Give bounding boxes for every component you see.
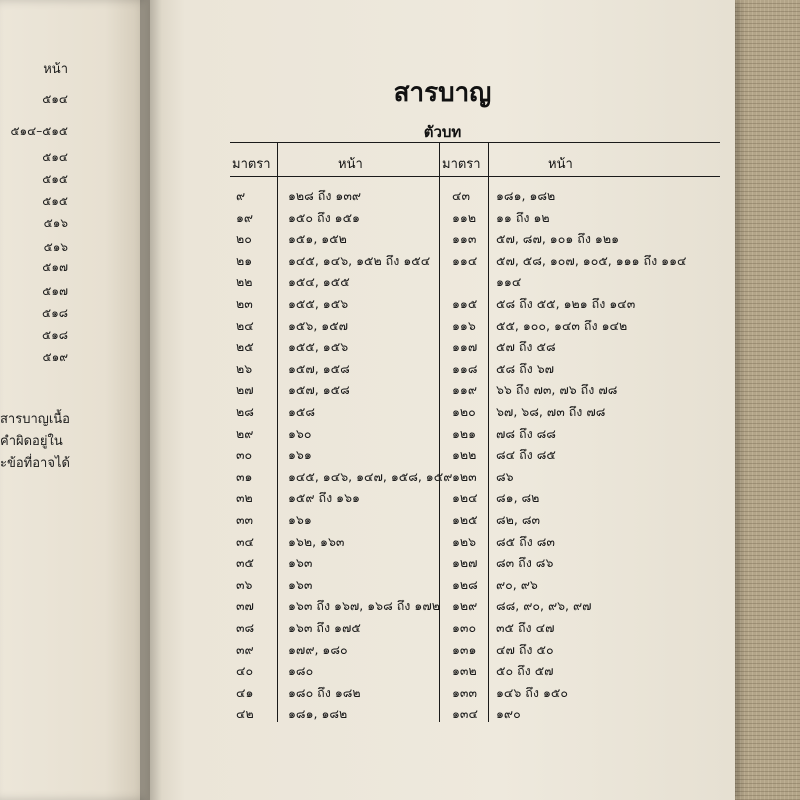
article-number-left: ๒๙ — [236, 426, 254, 441]
page-reference-left: ๑๕๑, ๑๕๒ — [288, 231, 347, 246]
page-reference-right: ๖๖ ถึง ๗๓, ๗๖ ถึง ๗๘ — [496, 382, 618, 397]
article-number-left: ๒๒ — [236, 274, 253, 289]
left-page-number: ๕๑๘ — [42, 306, 68, 320]
page-reference-left: ๑๕๔, ๑๕๕ — [288, 274, 350, 289]
article-number-right: ๑๑๙ — [452, 382, 478, 397]
page-reference-right: ๙๐, ๙๖ — [496, 577, 538, 592]
page-reference-left: ๑๖๓ — [288, 577, 313, 592]
left-page-number: ๕๑๔ — [42, 150, 68, 164]
page-reference-right: ๑๑ ถึง ๑๒ — [496, 210, 550, 225]
article-number-left: ๒๑ — [236, 253, 253, 268]
article-number-right: ๑๑๘ — [452, 361, 478, 376]
page-reference-left: ๑๘๑, ๑๘๒ — [288, 706, 348, 721]
page-reference-left: ๑๕๘ — [288, 404, 316, 419]
header-page-left: หน้า — [338, 157, 363, 172]
article-number-right: ๔๓ — [452, 188, 471, 203]
article-number-left: ๓๗ — [236, 598, 254, 613]
article-number-right: ๑๓๐ — [452, 620, 477, 635]
article-number-left: ๒๐ — [236, 231, 252, 246]
left-page-text-line: คำผิดอยู่ใน — [0, 434, 63, 449]
article-number-right: ๑๓๒ — [452, 663, 477, 678]
column-divider — [488, 142, 489, 722]
article-number-right: ๑๑๔ — [452, 253, 478, 268]
left-page-text-line: สารบาญเนื้อ — [0, 412, 70, 427]
page-reference-left: ๑๖๑ — [288, 512, 312, 527]
article-number-right: ๑๒๔ — [452, 490, 478, 505]
page-reference-right: ๘๑, ๘๒ — [496, 490, 540, 505]
page-reference-right: ๕๗ ถึง ๕๘ — [496, 339, 556, 354]
page-reference-left: ๑๕๖, ๑๕๗ — [288, 318, 349, 333]
page-reference-left: ๑๒๘ ถึง ๑๓๙ — [288, 188, 362, 203]
article-number-right: ๑๒๗ — [452, 555, 478, 570]
page-reference-left: ๑๖๓ ถึง ๑๖๗, ๑๖๘ ถึง ๑๗๒ — [288, 598, 440, 613]
left-page-number: ๕๑๘ — [42, 328, 68, 342]
article-number-left: ๒๘ — [236, 404, 254, 419]
page-reference-right: ๘๔ ถึง ๘๕ — [496, 447, 556, 462]
article-number-left: ๓๕ — [236, 555, 255, 570]
left-page — [0, 0, 150, 800]
article-number-right: ๑๒๘ — [452, 577, 478, 592]
article-number-left: ๓๓ — [236, 512, 254, 527]
article-number-left: ๓๖ — [236, 577, 253, 592]
page-reference-left: ๑๕๙ ถึง ๑๖๑ — [288, 490, 360, 505]
left-page-number: ๕๑๔ — [42, 92, 68, 106]
page-reference-left: ๑๘๐ — [288, 663, 314, 678]
article-number-left: ๔๐ — [236, 663, 254, 678]
page-reference-right: ๗๘ ถึง ๘๘ — [496, 426, 556, 441]
article-number-left: ๓๑ — [236, 469, 253, 484]
page-reference-right: ๘๕ ถึง ๘๓ — [496, 534, 555, 549]
article-number-right: ๑๑๒ — [452, 210, 477, 225]
article-number-right: ๑๒๐ — [452, 404, 476, 419]
article-number-right: ๑๓๑ — [452, 642, 477, 657]
article-number-right: ๑๒๓ — [452, 469, 477, 484]
page-reference-left: ๑๗๙, ๑๘๐ — [288, 642, 348, 657]
article-number-left: ๓๘ — [236, 620, 255, 635]
left-page-number: ๕๑๗ — [42, 260, 68, 274]
left-page-number: ๕๑๗ — [42, 284, 68, 298]
header-article-right: มาตรา — [442, 157, 481, 172]
article-number-right: ๑๑๕ — [452, 296, 478, 311]
page-reference-right: ๓๕ ถึง ๔๗ — [496, 620, 555, 635]
page-reference-right: ๑๘๑, ๑๘๒ — [496, 188, 556, 203]
page-reference-right: ๕๘ ถึง ๕๕, ๑๒๑ ถึง ๑๔๓ — [496, 296, 636, 311]
page-reference-left: ๑๔๕, ๑๔๖, ๑๔๗, ๑๕๘, ๑๕๙ — [288, 469, 453, 484]
book-spine-shadow — [140, 0, 162, 800]
page-reference-right: ๑๑๔ — [496, 274, 522, 289]
left-page-number: ๕๑๕ — [42, 172, 68, 186]
right-page — [150, 0, 735, 800]
column-divider — [277, 142, 278, 722]
article-number-right: ๑๒๙ — [452, 598, 478, 613]
article-number-left: ๑๙ — [236, 210, 254, 225]
page-reference-right: ๘๘, ๙๐, ๙๖, ๙๗ — [496, 598, 592, 613]
article-number-right: ๑๑๓ — [452, 231, 477, 246]
article-number-left: ๔๑ — [236, 685, 254, 700]
article-number-right: ๑๑๖ — [452, 318, 476, 333]
page-reference-left: ๑๖๐ — [288, 426, 312, 441]
article-number-left: ๓๔ — [236, 534, 255, 549]
page-reference-left: ๑๕๗, ๑๕๘ — [288, 382, 350, 397]
page-reference-right: ๘๒, ๘๓ — [496, 512, 541, 527]
page-reference-right: ๕๘ ถึง ๖๗ — [496, 361, 555, 376]
header-article-left: มาตรา — [232, 157, 271, 172]
page-reference-left: ๑๕๕, ๑๕๖ — [288, 296, 349, 311]
article-number-left: ๒๕ — [236, 339, 254, 354]
article-number-left: ๓๙ — [236, 642, 254, 657]
page-reference-left: ๑๖๑ — [288, 447, 312, 462]
left-page-number: ๕๑๔–๕๑๕ — [10, 124, 68, 138]
article-number-left: ๙ — [236, 188, 246, 203]
left-page-number: ๕๑๙ — [42, 350, 68, 364]
page-reference-right: ๕๐ ถึง ๕๗ — [496, 663, 554, 678]
page-title: สารบาญ — [393, 78, 492, 108]
page-reference-right: ๑๙๐ — [496, 706, 521, 721]
page-reference-right: ๘๖ — [496, 469, 514, 484]
article-number-left: ๓๐ — [236, 447, 253, 462]
page-reference-right: ๕๗, ๘๗, ๑๐๑ ถึง ๑๒๑ — [496, 231, 620, 246]
page-reference-right: ๑๔๖ ถึง ๑๕๐ — [496, 685, 568, 700]
page-reference-left: ๑๖๒, ๑๖๓ — [288, 534, 345, 549]
table-top-rule — [230, 142, 720, 143]
page-reference-right: ๕๕, ๑๐๐, ๑๔๓ ถึง ๑๔๒ — [496, 318, 628, 333]
article-number-left: ๒๗ — [236, 382, 254, 397]
page-reference-right: ๖๗, ๖๘, ๗๓ ถึง ๗๘ — [496, 404, 606, 419]
article-number-right: ๑๑๗ — [452, 339, 478, 354]
left-page-text-line: ะข้อที่อาจได้ — [0, 456, 70, 471]
article-number-right: ๑๒๖ — [452, 534, 477, 549]
page-reference-right: ๔๗ ถึง ๕๐ — [496, 642, 554, 657]
article-number-left: ๒๔ — [236, 318, 254, 333]
page-reference-right: ๘๓ ถึง ๘๖ — [496, 555, 554, 570]
page-reference-left: ๑๔๕, ๑๔๖, ๑๕๒ ถึง ๑๕๔ — [288, 253, 431, 268]
left-page-number: ๕๑๖ — [43, 240, 68, 254]
page-reference-right: ๕๗, ๕๘, ๑๐๗, ๑๐๕, ๑๑๑ ถึง ๑๑๔ — [496, 253, 687, 268]
article-number-left: ๒๓ — [236, 296, 253, 311]
page-reference-left: ๑๕๗, ๑๕๘ — [288, 361, 350, 376]
table-header-rule — [230, 176, 720, 177]
page-reference-left: ๑๖๓ ถึง ๑๗๕ — [288, 620, 361, 635]
article-number-right: ๑๒๕ — [452, 512, 478, 527]
header-page-right: หน้า — [548, 157, 573, 172]
page-reference-left: ๑๖๓ — [288, 555, 313, 570]
page-reference-left: ๑๕๕, ๑๕๖ — [288, 339, 349, 354]
article-number-left: ๒๖ — [236, 361, 253, 376]
left-page-header: หน้า — [43, 62, 68, 77]
page-reference-left: ๑๕๐ ถึง ๑๕๑ — [288, 210, 360, 225]
left-page-number: ๕๑๖ — [43, 216, 68, 230]
article-number-left: ๔๒ — [236, 706, 254, 721]
left-page-number: ๕๑๕ — [42, 194, 68, 208]
article-number-right: ๑๒๑ — [452, 426, 477, 441]
page-reference-left: ๑๘๐ ถึง ๑๘๒ — [288, 685, 361, 700]
article-number-right: ๑๒๒ — [452, 447, 477, 462]
article-number-right: ๑๓๔ — [452, 706, 478, 721]
column-divider — [439, 142, 440, 722]
section-title: ตัวบท — [423, 123, 462, 141]
article-number-left: ๓๒ — [236, 490, 253, 505]
article-number-right: ๑๓๓ — [452, 685, 478, 700]
